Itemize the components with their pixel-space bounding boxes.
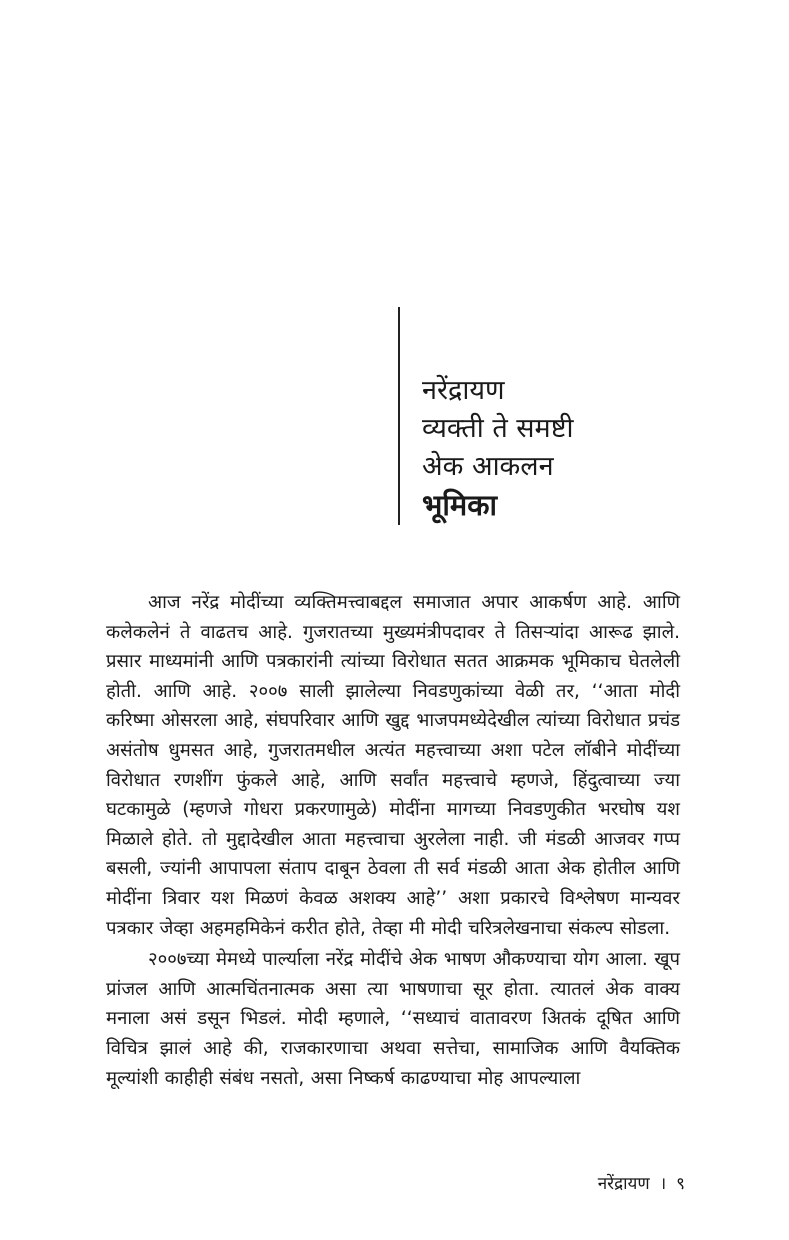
footer-separator: । [659,1174,667,1194]
paragraph-2: २००७च्या मेमध्ये पार्ल्याला नरेंद्र मोदींचे अेक भाषण औकण्याचा योग आला. खूप प्रांजल आणि आत्मचिंतनात्मक असा त्या भाषणाचा सूर होता. त्यातलं अेक वाक्य मनाला असं डसून भिडलं. मोदी म्हणाले, ‘‘सध्याचं वातावरण अितकं दूषित आणि विचित्र झालं आहे की, राजकारणाचा अथवा सत्तेचा, सामाजिक आणि वैयक्तिक मूल्यांशी काहीही संबंध नसतो, असा निष्कर्ष काढण्याचा मोह आपल्याला [106,949,680,1089]
vertical-rule [398,307,400,525]
section-title: भूमिका [422,488,498,522]
page-footer [598,1171,685,1194]
title-block [422,372,573,524]
book-tagline: अेक आकलन [422,451,554,482]
page-number: ९ [676,1174,685,1194]
book-subtitle: व्यक्ती ते समष्टी [422,413,574,444]
book-title: नरेंद्रायण [422,375,505,406]
paragraph-1: आज नरेंद्र मोदींच्या व्यक्तिमत्त्वाबद्दल समाजात अपार आकर्षण आहे. आणि कलेकलेनं ते वाढतच आहे. गुजरातच्या मुख्यमंत्रीपदावर ते तिसऱ्यांदा आरूढ झाले. प्रसार माध्यमांनी आणि पत्रकारांनी त्यांच्या विरोधात सतत आक्रमक भूमिकाच घेतलेली होती. आणि आहे. २००७ साली झालेल्या निवडणुकांच्या वेळी तर, ‘‘आता मोदी करिष्मा ओसरला आहे, संघपरिवार आणि खुद्द भाजपमध्येदेखील त्यांच्या विरोधात प्रचंड असंतोष धुमसत आहे, गुजरातमधील अत्यंत महत्त्वाच्या अशा पटेल लॉबीने मोदींच्या विरोधात रणशींग फुंकले आहे, आणि सर्वांत महत्त्वाचे म्हणजे, हिंदुत्वाच्या ज्या घटकामुळे (म्हणजे गोधरा प्रकरणामुळे) मोदींना मागच्या निवडणुकीत भरघोष यश मिळाले होते. तो मुद्दादेखील आता महत्त्वाचा अुरलेला नाही. जी मंडळी आजवर गप्प बसली, ज्यांनी आपापला संताप दाबून ठेवला ती सर्व मंडळी आता अेक होतील आणि मोदींना त्रिवार यश मिळणं केवळ अशक्य आहे’’ अशा प्रकारचे विश्लेषण मान्यवर पत्रकार जेव्हा अहमहमिकेनं करीत होते, तेव्हा मी मोदी चरित्रलेखनाचा संकल्प सोडला. [106,592,680,939]
body-text [106,588,680,1093]
running-title: नरेंद्रायण [597,1174,650,1194]
